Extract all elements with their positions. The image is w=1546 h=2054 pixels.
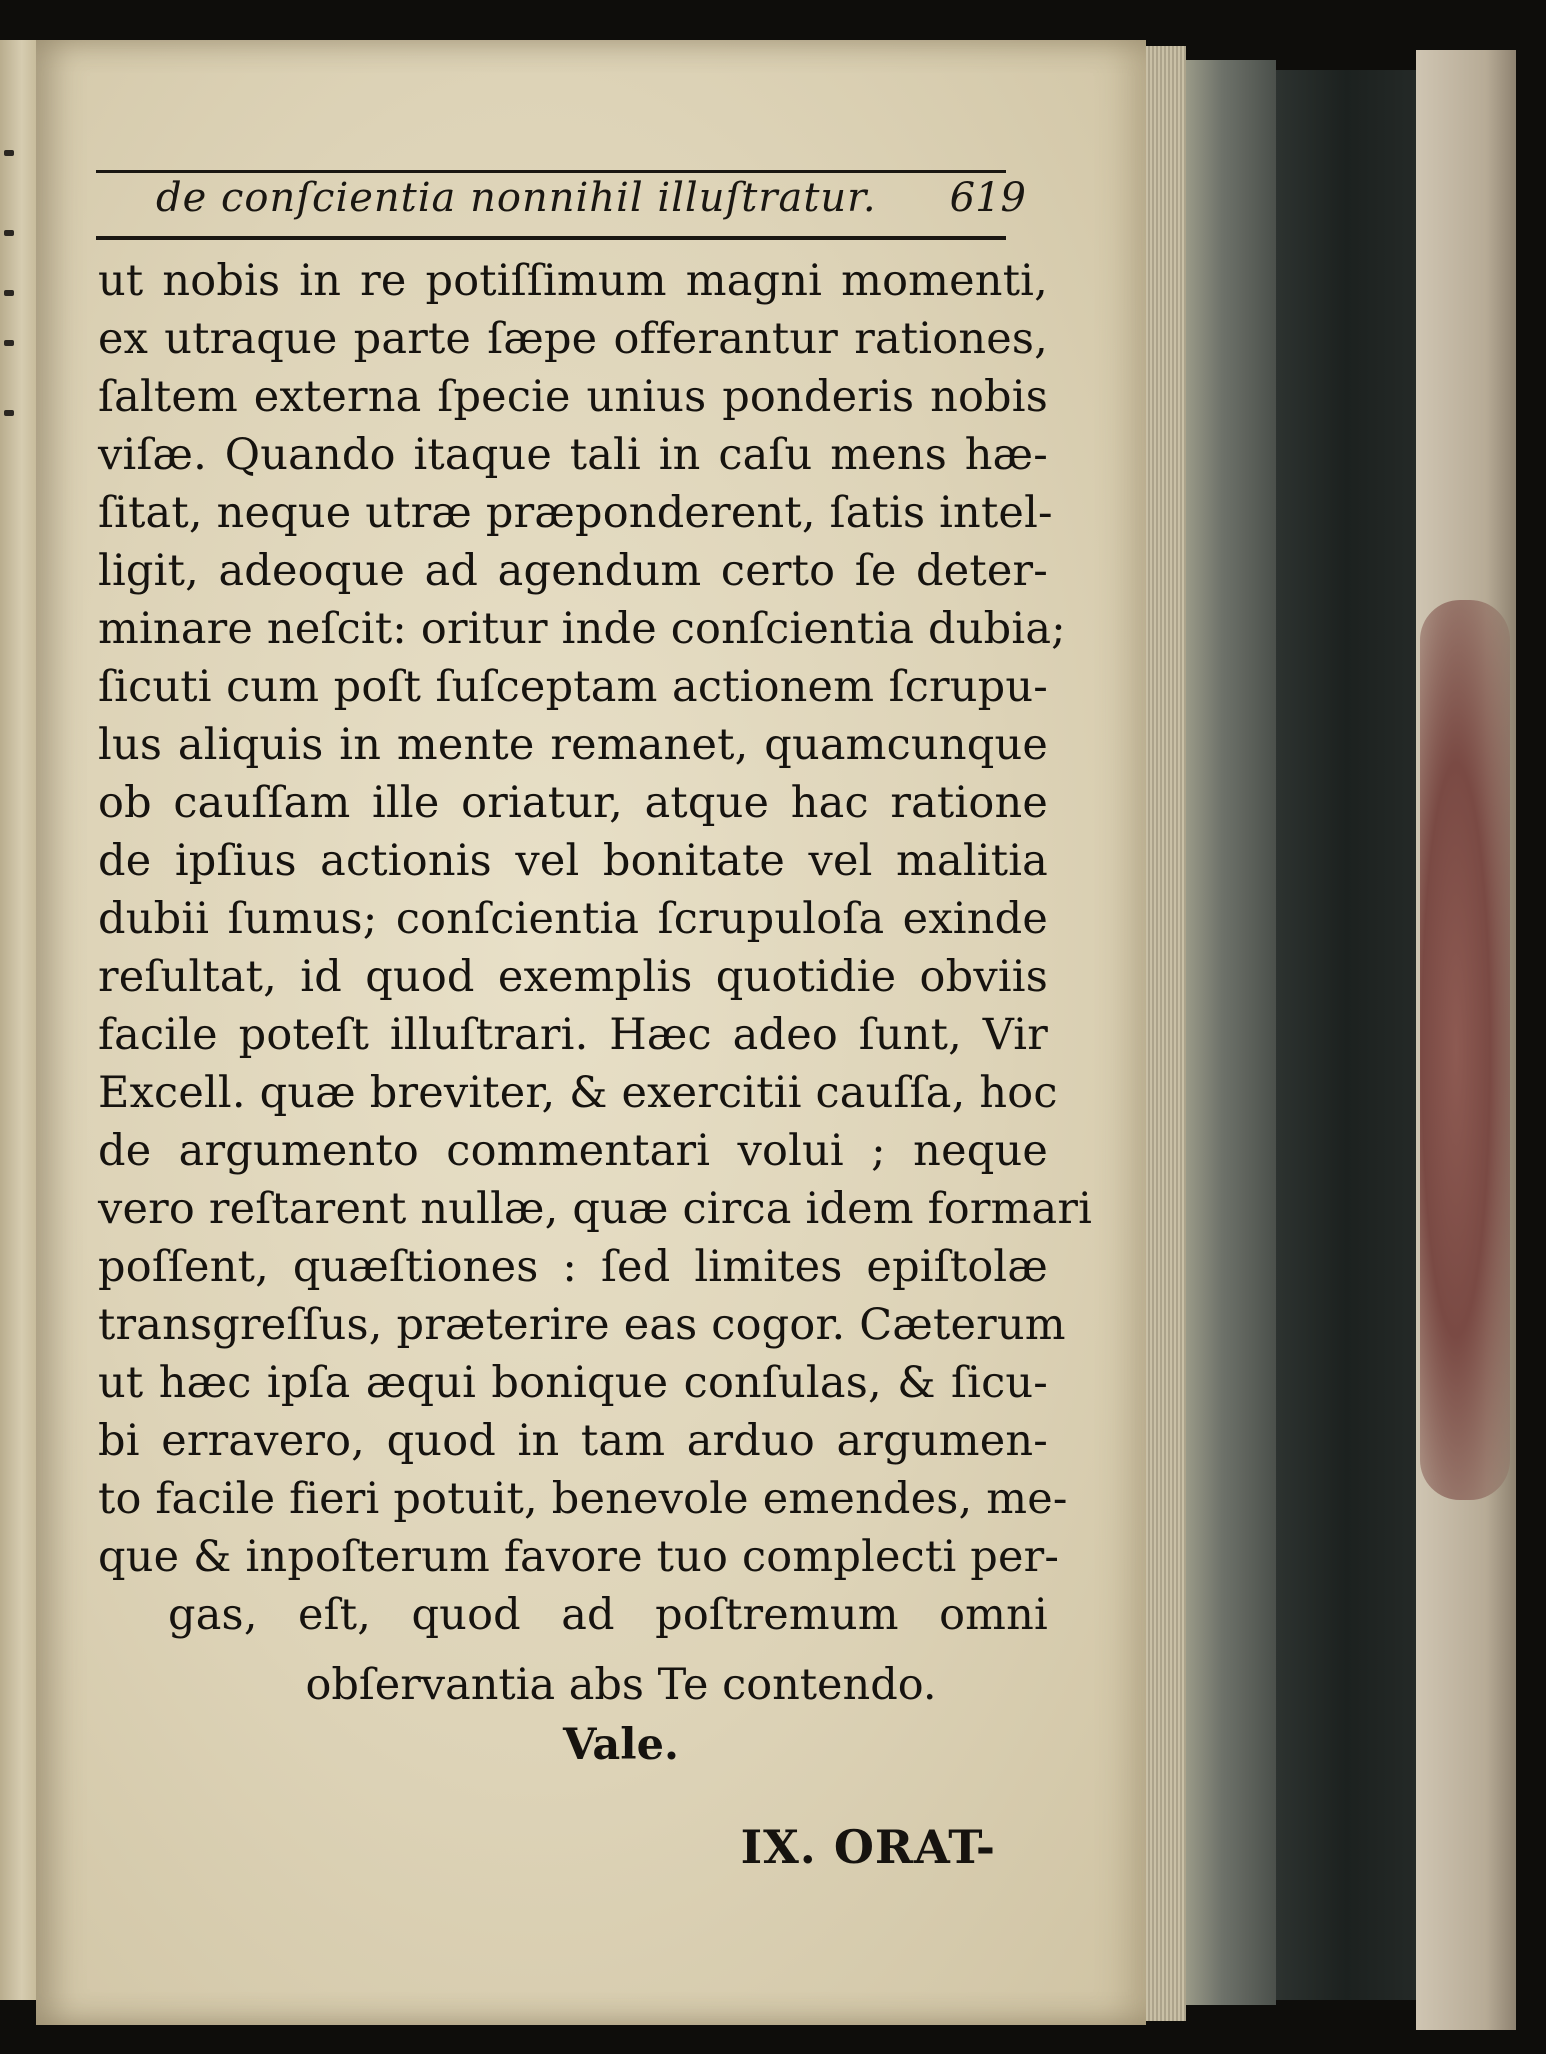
header-rule-bottom — [96, 236, 1006, 240]
body-text — [98, 252, 1093, 1644]
book-page — [36, 40, 1146, 2025]
text-line: facile poteſt illuſtrari. Hæc adeo ſunt, Vir — [98, 1010, 1048, 1060]
left-page-mark — [4, 150, 14, 156]
text-line: ut hæc ipſa æqui bonique conſulas, & ſicu- — [98, 1358, 1048, 1408]
text-line: ex utraque parte ſæpe offerantur rationes, — [98, 314, 1048, 364]
left-page-mark — [4, 340, 14, 346]
text-line: gas, eſt, quod ad poſtremum omni — [168, 1590, 1048, 1640]
text-line: que & inpoſterum favore tuo complecti per- — [98, 1532, 1060, 1582]
fore-edge — [1186, 60, 1276, 2005]
text-line: lus aliquis in mente remanet, quamcunque — [98, 720, 1048, 770]
left-page-mark — [4, 290, 14, 296]
text-line: viſæ. Quando itaque tali in caſu mens hæ- — [98, 430, 1048, 480]
binding-edge — [1276, 70, 1416, 2000]
text-line: transgreſſus, præterire eas cogor. Cæterum — [98, 1300, 1066, 1350]
page-block-edges — [1146, 46, 1186, 2021]
text-line: de argumento commentari volui ; neque — [98, 1126, 1048, 1176]
text-line: vero reſtarent nullæ, quæ circa idem formari — [98, 1184, 1093, 1234]
text-line: reſultat, id quod exemplis quotidie obviis — [98, 952, 1048, 1002]
text-line: ligit, adeoque ad agendum certo ſe deter- — [98, 546, 1048, 596]
text-line: bi erravero, quod in tam arduo argumen- — [98, 1416, 1048, 1466]
text-line: dubii ſumus; conſcientia ſcrupuloſa exinde — [98, 894, 1048, 944]
text-line: de ipſius actionis vel bonitate vel malitia — [98, 836, 1048, 886]
left-page-mark — [4, 410, 14, 416]
closing-line: obſervantia abs Te contendo. — [305, 1660, 937, 1710]
running-head — [146, 175, 1026, 235]
left-page-mark — [4, 230, 14, 236]
text-line: ſitat, neque utræ præponderent, ſatis intel- — [98, 488, 1053, 538]
text-line: ſicuti cum poſt ſuſceptam actionem ſcrupu- — [98, 662, 1048, 712]
left-page-edge — [0, 40, 39, 2000]
text-line: ut nobis in re potiſſimum magni momenti, — [98, 256, 1048, 306]
cover-stain — [1420, 600, 1510, 1500]
text-line: minare neſcit: oritur inde conſcientia dubia; — [98, 604, 1066, 654]
catchword: IX. ORAT- — [740, 1820, 996, 1874]
text-line: poſſent, quæſtiones : ſed limites epiſtolæ — [98, 1242, 1048, 1292]
valediction: Vale. — [563, 1720, 679, 1770]
running-title: de conſcientia nonnihil illuſtratur. — [156, 175, 877, 221]
text-line: Excell. quæ breviter, & exercitii cauſſa, hoc — [98, 1068, 1058, 1118]
page-number: 619 — [949, 175, 1026, 221]
text-line: ſaltem externa ſpecie unius ponderis nobis — [98, 372, 1048, 422]
text-line: to facile fieri potuit, benevole emendes, me- — [98, 1474, 1068, 1524]
header-rule-top — [96, 170, 1006, 173]
text-line: ob cauſſam ille oriatur, atque hac ratione — [98, 778, 1048, 828]
